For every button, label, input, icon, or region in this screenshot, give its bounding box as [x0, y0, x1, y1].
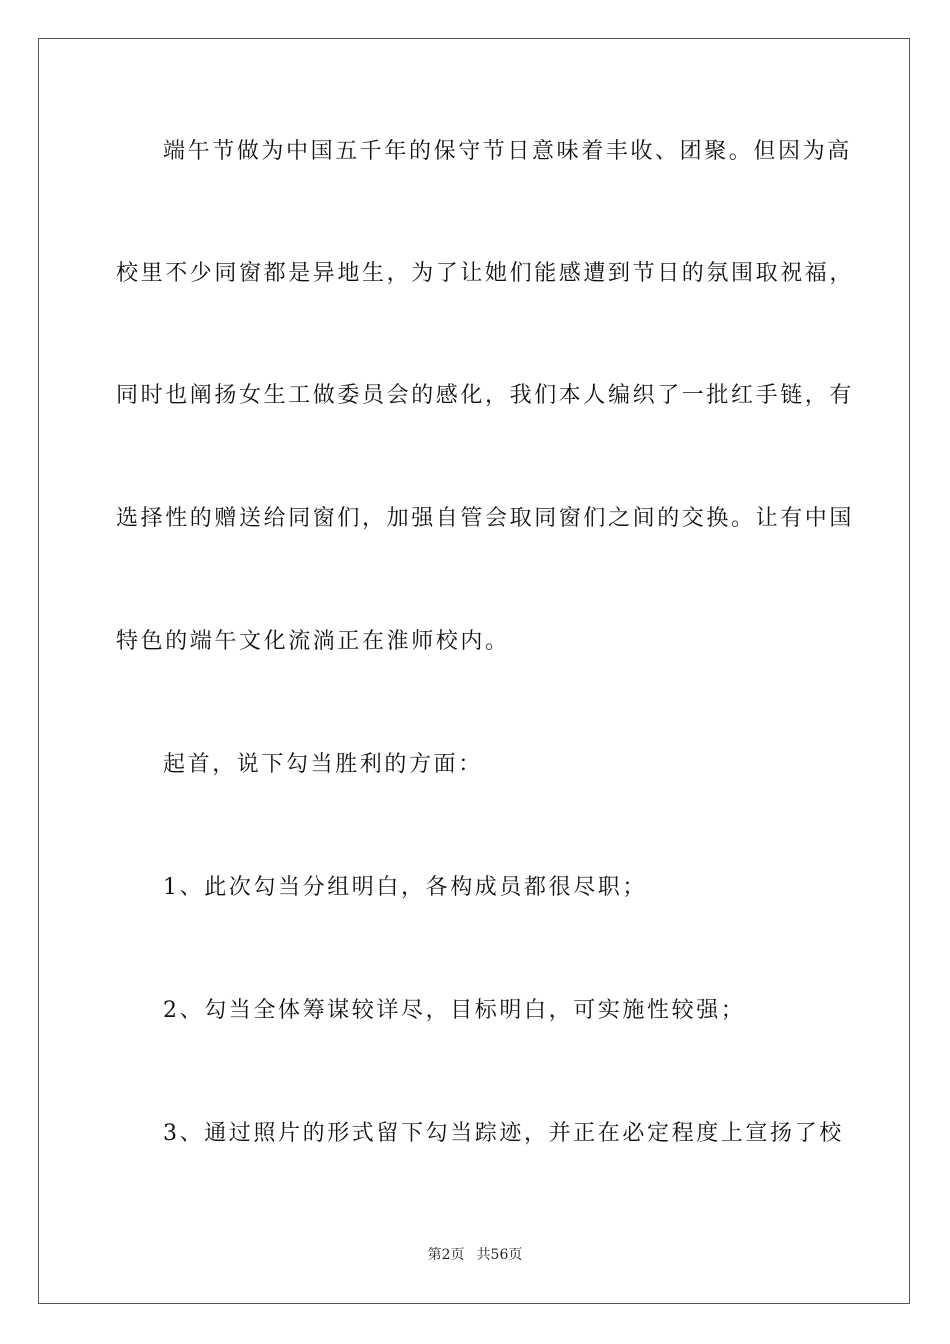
- paragraph-line: 同时也阐扬女生工做委员会的感化，我们本人编织了一批红手链，有: [116, 383, 855, 408]
- paragraph-line: 选择性的赠送给同窗们，加强自管会取同窗们之间的交换。让有中国: [116, 506, 855, 531]
- list-item: 1、此次勾当分组明白，各构成员都很尽职；: [163, 875, 647, 900]
- page-footer: [0, 1245, 950, 1265]
- paragraph-line: 校里不少同窗都是异地生，为了让她们能感遭到节日的氛围取祝福，: [116, 261, 855, 286]
- list-item: 2、勾当全体筹谋较详尽，目标明白，可实施性较强；: [163, 998, 746, 1023]
- list-item: 3、通过照片的形式留下勾当踪迹，并正在必定程度上宣扬了校: [163, 1121, 844, 1146]
- paragraph-line: 特色的端午文化流淌正在淮师校内。: [116, 629, 510, 654]
- page-number: 第2页: [427, 1247, 465, 1263]
- page-border: [38, 38, 910, 1304]
- paragraph-line: 端午节做为中国五千年的保守节日意味着丰收、团聚。但因为高: [163, 139, 852, 164]
- paragraph-line: 起首，说下勾当胜利的方面：: [163, 752, 483, 777]
- total-pages: 共56页: [476, 1247, 523, 1263]
